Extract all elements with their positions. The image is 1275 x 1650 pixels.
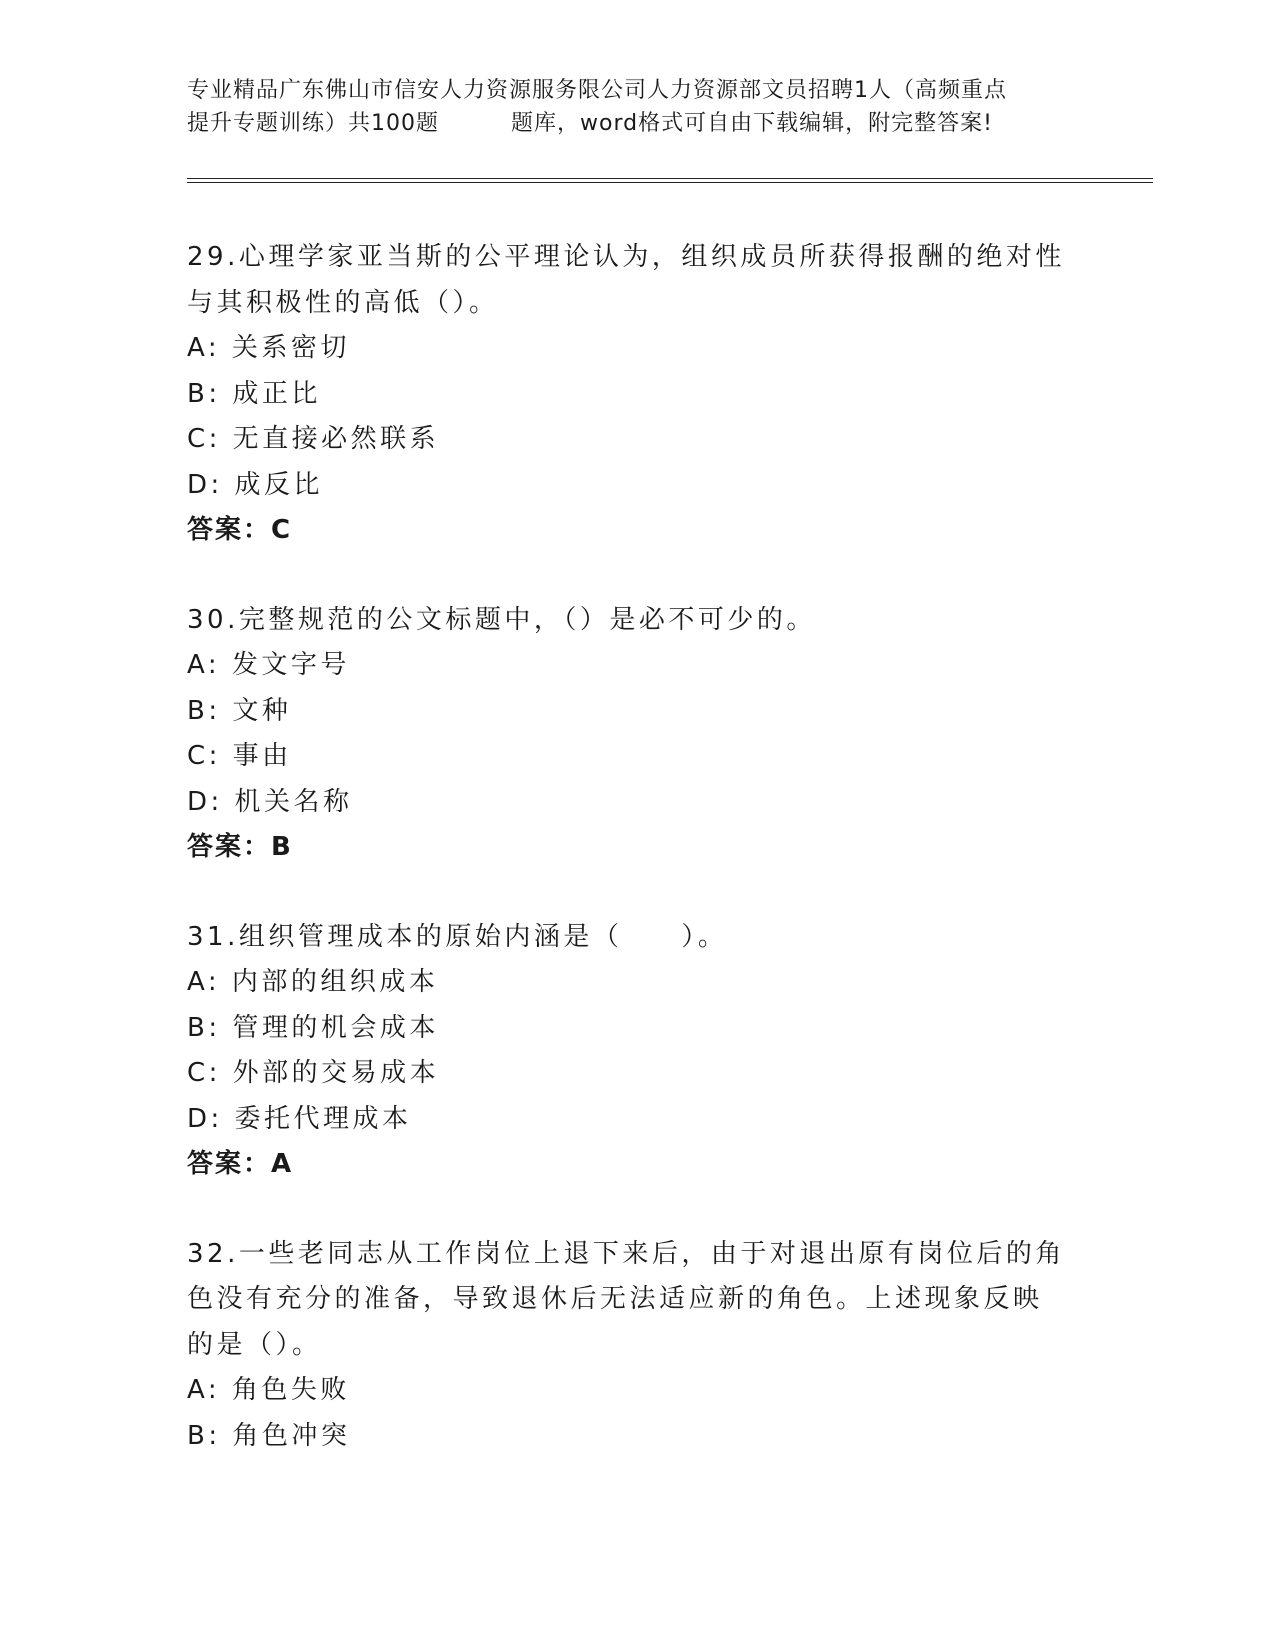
option-c: C: 无直接必然联系 <box>187 424 440 454</box>
option-b: B: 管理的机会成本 <box>187 1012 439 1043</box>
header-line-2 <box>187 107 1087 140</box>
question-32 <box>187 1232 1087 1460</box>
question-stem: 32.一些老同志从工作岗位上退下来后，由于对退出原有岗位后的角色没有充分的准备，导致退休后无法适应新的角色。上述现象反映的是（）。 <box>187 1238 1065 1360</box>
option-d: D: 成反比 <box>187 469 324 500</box>
option-a: A: 发文字号 <box>187 650 350 680</box>
header-line-2-part-1: 提升专题训练）共100题 <box>187 111 439 136</box>
question-31 <box>187 915 1087 1188</box>
question-list <box>187 235 1087 1503</box>
option-b: B: 角色冲突 <box>187 1420 351 1451</box>
option-b: B: 成正比 <box>187 378 321 409</box>
option-c: C: 外部的交易成本 <box>187 1058 440 1088</box>
question-stem: 29.心理学家亚当斯的公平理论认为，组织成员所获得报酬的绝对性与其积极性的高低（）。 <box>187 242 1065 318</box>
option-b: B: 文种 <box>187 695 292 726</box>
option-a: A: 关系密切 <box>187 333 350 363</box>
answer: 答案：B <box>187 832 293 862</box>
option-c: C: 事由 <box>187 741 292 771</box>
option-a: A: 内部的组织成本 <box>187 967 439 997</box>
answer: 答案：C <box>187 515 293 545</box>
question-29 <box>187 235 1087 554</box>
answer: 答案：A <box>187 1149 294 1179</box>
question-stem: 30.完整规范的公文标题中，（）是必不可少的。 <box>187 604 816 635</box>
question-30 <box>187 598 1087 871</box>
header-divider <box>187 178 1153 183</box>
header-line-1: 专业精品广东佛山市信安人力资源服务限公司人力资源部文员招聘1人（高频重点 <box>187 78 1007 103</box>
page-header <box>187 74 1087 140</box>
option-d: D: 委托代理成本 <box>187 1103 412 1134</box>
question-stem: 31.组织管理成本的原始内涵是（ ）。 <box>187 921 728 952</box>
option-a: A: 角色失败 <box>187 1375 350 1405</box>
option-d: D: 机关名称 <box>187 786 353 817</box>
header-line-2-part-2: 题库，word格式可自由下载编辑，附完整答案! <box>511 111 993 136</box>
